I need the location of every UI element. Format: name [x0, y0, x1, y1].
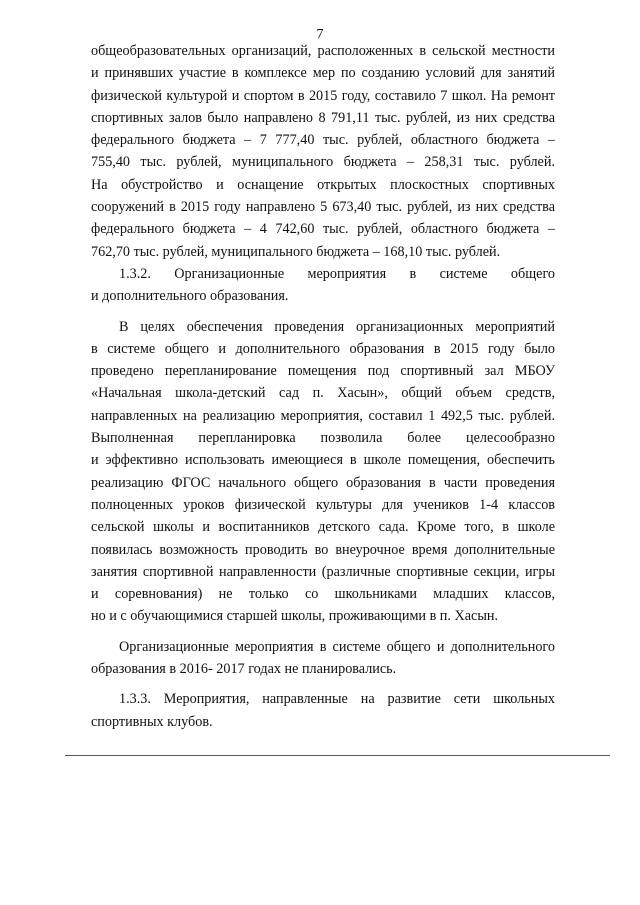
text-line: сельской школы и воспитанников детского сада. Кроме того, в школе [91, 519, 555, 536]
text-line: полноценных уроков физической культуры для учеников 1-4 классов [91, 496, 555, 513]
text-line: На обустройство и оснащение открытых плоскостных спортивных [91, 176, 555, 193]
text-line: и соревнования) не только со школьниками младших классов, [91, 586, 555, 603]
page-number: 7 [316, 27, 324, 42]
text-line: федерального бюджета – 7 777,40 тыс. рублей, областного бюджета – [91, 132, 555, 149]
text-line: проведено перепланирование помещения под спортивный зал МБОУ [91, 363, 555, 380]
text-line: спортивных клубов. [91, 713, 213, 730]
text-line: федерального бюджета – 4 742,60 тыс. рублей, областного бюджета – [91, 221, 555, 238]
text-line: В целях обеспечения проведения организационных мероприятий [119, 318, 555, 335]
text-line: сооружений в 2015 году направлено 5 673,40 тыс. рублей, из них средства [91, 199, 555, 216]
text-line: 762,70 тыс. рублей, муниципального бюджета – 168,10 тыс. рублей. [91, 243, 501, 260]
text-line: общеобразовательных организаций, расположенных в сельской местности [91, 43, 555, 59]
text-line: физической культурой и спортом в 2015 году, составило 7 школ. На ремонт [91, 87, 555, 104]
document-body [91, 40, 555, 733]
text-line: спортивных залов было направлено 8 791,11 тыс. рублей, из них средства [91, 109, 555, 126]
text-line: Выполненная перепланировка позволила более целесообразно [91, 430, 555, 447]
text-line: и эффективно использовать имеющиеся в школе помещения, обеспечить [91, 452, 555, 469]
text-line: в системе общего и дополнительного образования в 2015 году было [91, 340, 555, 357]
text-line: Организационные мероприятия в системе общего и дополнительного [119, 638, 555, 655]
paragraph-organizational-measures [91, 316, 555, 628]
text-line: 1.3.2. Организационные мероприятия в системе общего [119, 265, 555, 282]
footnote-separator [65, 755, 610, 756]
text-line: образования в 2016- 2017 годах не планировались. [91, 661, 397, 678]
text-line: и принявших участие в комплексе мер по созданию условий для занятий [91, 65, 555, 82]
text-line: 755,40 тыс. рублей, муниципального бюджета – 258,31 тыс. рублей. [91, 154, 555, 171]
paragraph-school-funding [91, 40, 555, 263]
text-line: но и с обучающимися старшей школы, проживающими в п. Хасын. [91, 608, 499, 625]
text-line: появилась возможность проводить во внеурочное время дополнительные [91, 541, 555, 558]
section-heading-1-3-2 [91, 263, 555, 308]
text-line: и дополнительного образования. [91, 288, 289, 305]
section-heading-1-3-3 [91, 688, 555, 733]
text-line: занятия спортивной направленности (различные спортивные секции, игры [91, 563, 555, 580]
paragraph-not-planned [91, 636, 555, 681]
text-line: «Начальная школа-детский сад п. Хасын», общий объем средств, [91, 385, 555, 402]
text-line: направленных на реализацию мероприятия, составил 1 492,5 тыс. рублей. [91, 407, 555, 424]
text-line: реализацию ФГОС начального общего образования в части проведения [91, 474, 555, 491]
text-line: 1.3.3. Мероприятия, направленные на развитие сети школьных [119, 691, 555, 708]
